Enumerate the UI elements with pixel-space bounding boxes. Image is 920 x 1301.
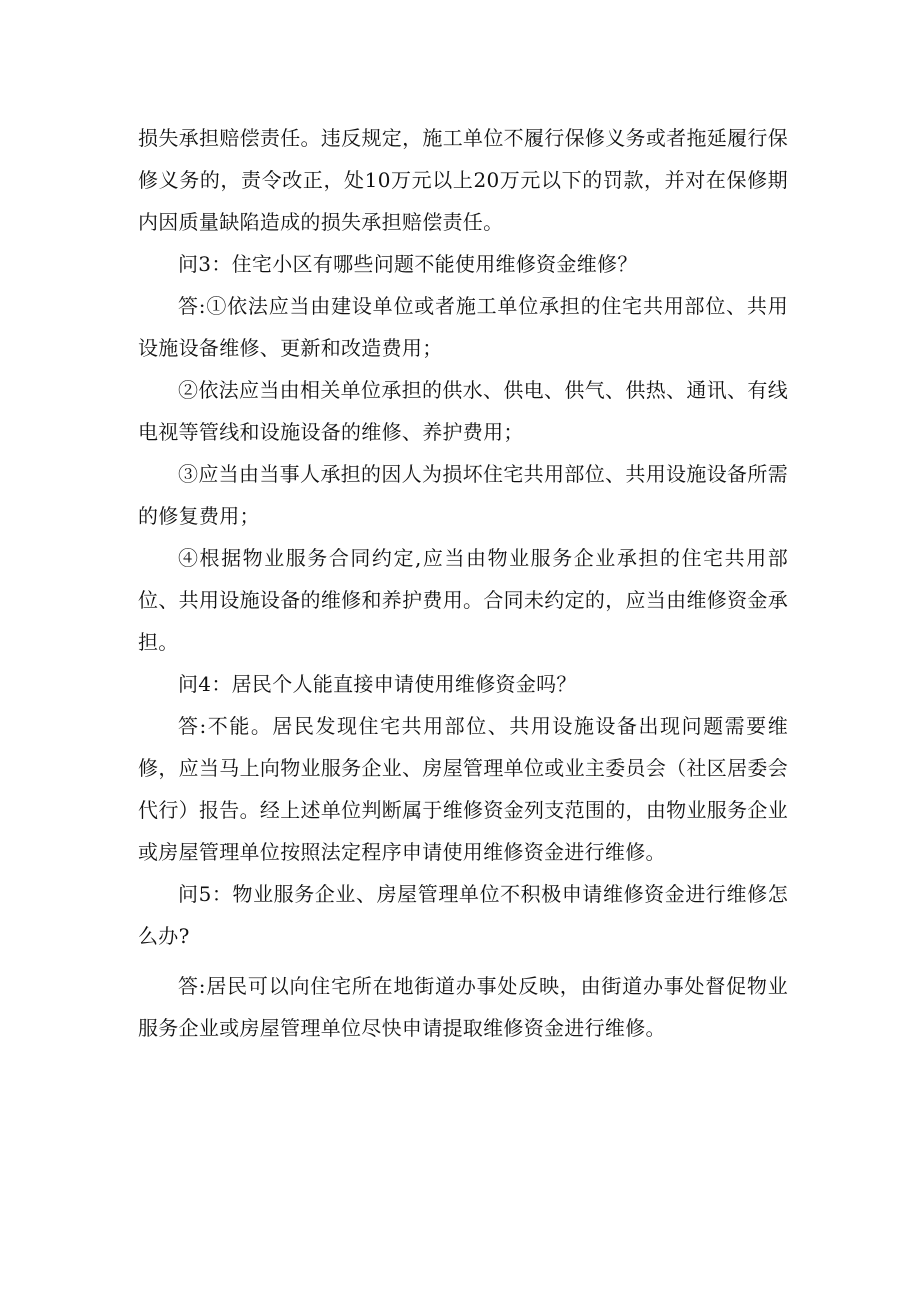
answer-3-item-1: 答:①依法应当由建设单位或者施工单位承担的住宅共用部位、共用设施设备维修、更新和改造费用； — [138, 294, 788, 360]
question-5: 问5：物业服务企业、房屋管理单位不积极申请维修资金进行维修怎么办? — [138, 882, 788, 948]
question-3: 问3：住宅小区有哪些问题不能使用维修资金维修？ — [178, 252, 638, 276]
paragraph-continuation: 损失承担赔偿责任。违反规定，施工单位不履行保修义务或者拖延履行保修义务的，责令改正，处10万元以上20万元以下的罚款，并对在保修期内因质量缺陷造成的损失承担赔偿责任。 — [138, 126, 788, 234]
question-4: 问4：居民个人能直接申请使用维修资金吗？ — [178, 672, 577, 696]
answer-4: 答:不能。居民发现住宅共用部位、共用设施设备出现问题需要维修，应当马上向物业服务企业、房屋管理单位或业主委员会（社区居委会代行）报告。经上述单位判断属于维修资金列支范围的，由物业服务企业或房屋管理单位按照法定程序申请使用维修资金进行维修。 — [138, 714, 788, 864]
answer-3-item-2: ②依法应当由相关单位承担的供水、供电、供气、供热、通讯、有线电视等管线和设施设备的维修、养护费用； — [138, 378, 788, 444]
answer-3-item-3: ③应当由当事人承担的因人为损坏住宅共用部位、共用设施设备所需的修复费用； — [138, 462, 788, 528]
document-body — [138, 117, 788, 1049]
answer-5: 答:居民可以向住宅所在地街道办事处反映，由街道办事处督促物业服务企业或房屋管理单位尽快申请提取维修资金进行维修。 — [138, 974, 788, 1040]
answer-3-item-4: ④根据物业服务合同约定,应当由物业服务企业承担的住宅共用部位、共用设施设备的维修和养护费用。合同未约定的，应当由维修资金承担。 — [138, 546, 788, 654]
paragraph-spacer — [138, 957, 788, 965]
